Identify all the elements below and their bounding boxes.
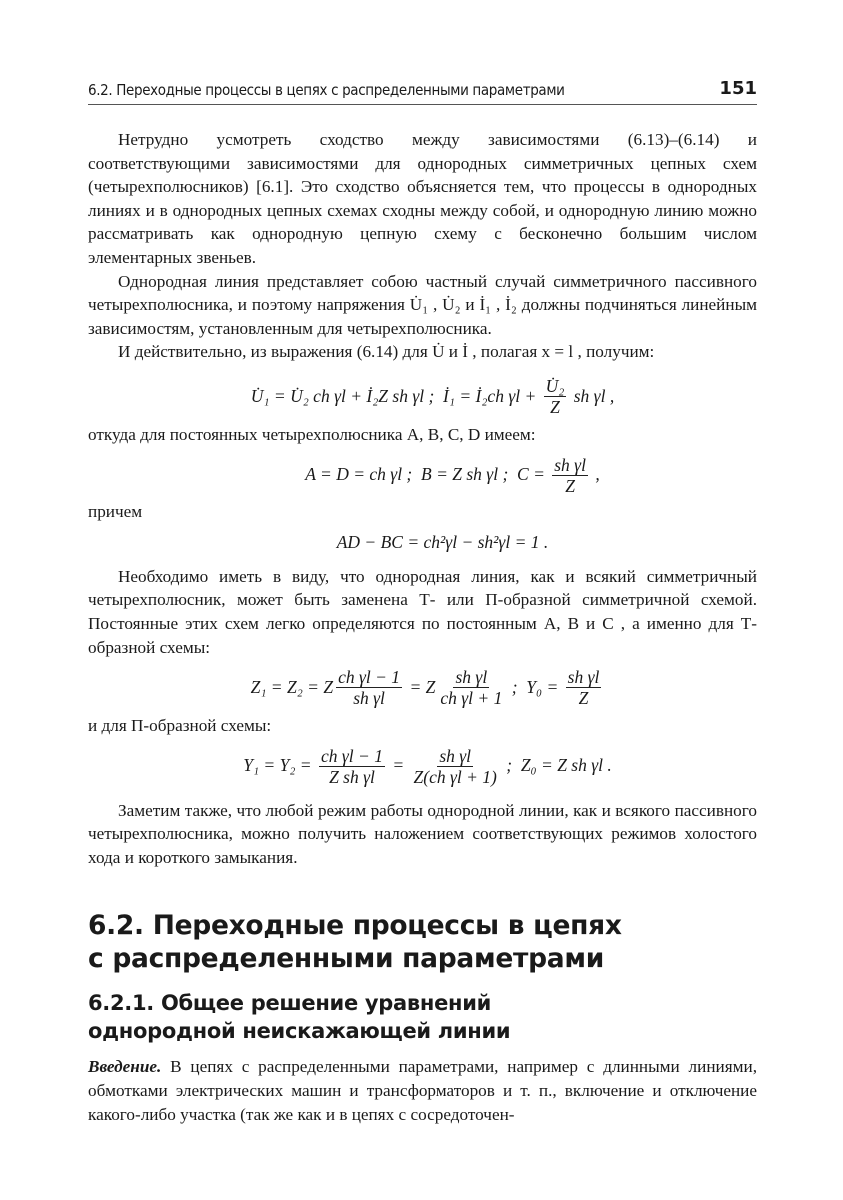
fraction xyxy=(552,455,588,496)
equation-text: = xyxy=(387,755,409,776)
equation-text: = Z xyxy=(405,676,436,697)
denominator: Z(ch γl + 1) xyxy=(413,766,497,787)
subsection-heading-line: однородной неискажающей линии xyxy=(88,1019,511,1044)
equation-text: ; Z₀ = Z sh γl . xyxy=(501,755,612,776)
equation-text: A = D = ch γl ; B = Z sh γl ; C = xyxy=(305,464,550,485)
denominator: sh γl xyxy=(353,688,385,709)
equation-text: AD − BC = ch²γl − sh²γl = 1 . xyxy=(336,532,549,553)
fraction xyxy=(438,667,504,708)
paragraph: Однородная линия представляет собою частный случай симметричного пассивного четырехполюсника, и поэтому напряжения U̇₁ , U̇₂ и İ₁ , İ₂ должны подчиняться линейным зависимостям, установленным для четырехполюсника. xyxy=(88,271,757,338)
equation-text: Y₁ = Y₂ = xyxy=(243,755,316,776)
subsection-heading xyxy=(88,989,757,1045)
page-body xyxy=(88,128,757,1126)
denominator: Z xyxy=(550,396,560,417)
lead-in: Введение. xyxy=(88,1057,162,1077)
paragraph xyxy=(88,1055,757,1126)
denominator: Z xyxy=(578,688,589,709)
equation-t-scheme xyxy=(98,667,757,708)
paragraph: причем xyxy=(88,501,143,521)
equation-constants xyxy=(148,455,757,496)
paragraph: Заметим также, что любой режим работы однородной линии, как и всякого пассивного четырехполюсника, можно получить наложением соответствующих режимов холостого хода и короткого замыкания. xyxy=(88,800,757,867)
paragraph: откуда для постоянных четырехполюсника A, B, C, D имеем: xyxy=(88,424,536,444)
subsection-heading-line: 6.2.1. Общее решение уравнений xyxy=(88,991,492,1016)
equation-text: ; Y₀ = xyxy=(507,676,563,697)
fraction xyxy=(319,746,385,787)
paragraph-text: В цепях с распределенными параметрами, например с длинными линиями, обмотками электрических машин и трансформаторов и т. п., включение и отключение какого-либо участка (так же как и в цепях с сосредоточен- xyxy=(88,1057,757,1124)
numerator: sh γl xyxy=(455,667,488,688)
numerator: sh γl xyxy=(439,745,472,766)
equation-text: sh γl , xyxy=(569,385,615,406)
numerator: ch γl − 1 xyxy=(338,667,401,688)
running-title: 6.2. Переходные процессы в цепях с распределенными параметрами xyxy=(88,81,565,99)
paragraph: Нетрудно усмотреть сходство между зависимостями (6.13)–(6.14) и соответствующими зависимостями для однородных симметричных цепных схем (четырехполюсников) [6.1]. Это сходство объясняется тем, что процессы в однородных линиях и в однородных цепных схемах сходны между собой, и однородную линию можно рассматривать как однородную цепную схему с бесконечно большим числом элементарных звеньев. xyxy=(88,130,757,267)
numerator: U̇₂ xyxy=(545,375,565,396)
paragraph: И действительно, из выражения (6.14) для U̇ и İ , полагая x = l , получим: xyxy=(118,342,655,362)
paragraph: Необходимо иметь в виду, что однородная линия, как и всякий симметричный четырехполюсник, может быть заменена Т- или П-образной симметричной схемой. Постоянные этих схем легко определяются по постоянным A, B и C , а именно для Т-образной схемы: xyxy=(88,566,757,657)
fraction xyxy=(544,376,567,417)
section-heading-line: с распределенными параметрами xyxy=(88,943,604,975)
numerator: sh γl xyxy=(567,667,600,688)
denominator: Z xyxy=(565,475,575,496)
running-header xyxy=(88,78,757,105)
equation-text: , xyxy=(590,464,600,485)
equation-text: Z₁ = Z₂ = Z xyxy=(250,676,334,697)
numerator: ch γl − 1 xyxy=(320,745,383,766)
equation-determinant xyxy=(128,531,757,555)
section-heading xyxy=(88,909,757,975)
numerator: sh γl xyxy=(554,454,586,475)
equation-four-pole xyxy=(108,376,757,417)
fraction xyxy=(566,667,602,708)
section-heading-line: 6.2. Переходные процессы в цепях xyxy=(88,910,622,942)
fraction xyxy=(336,667,402,708)
equation-pi-scheme xyxy=(98,746,757,787)
denominator: Z sh γl xyxy=(329,766,375,787)
equation-text: U̇₁ = U̇₂ ch γl + İ₂Z sh γl ; İ₁ = İ₂ch γl + xyxy=(250,385,541,406)
denominator: ch γl + 1 xyxy=(440,688,503,709)
page-number: 151 xyxy=(719,78,757,99)
fraction xyxy=(412,746,499,787)
paragraph: и для П-образной схемы: xyxy=(88,716,272,736)
